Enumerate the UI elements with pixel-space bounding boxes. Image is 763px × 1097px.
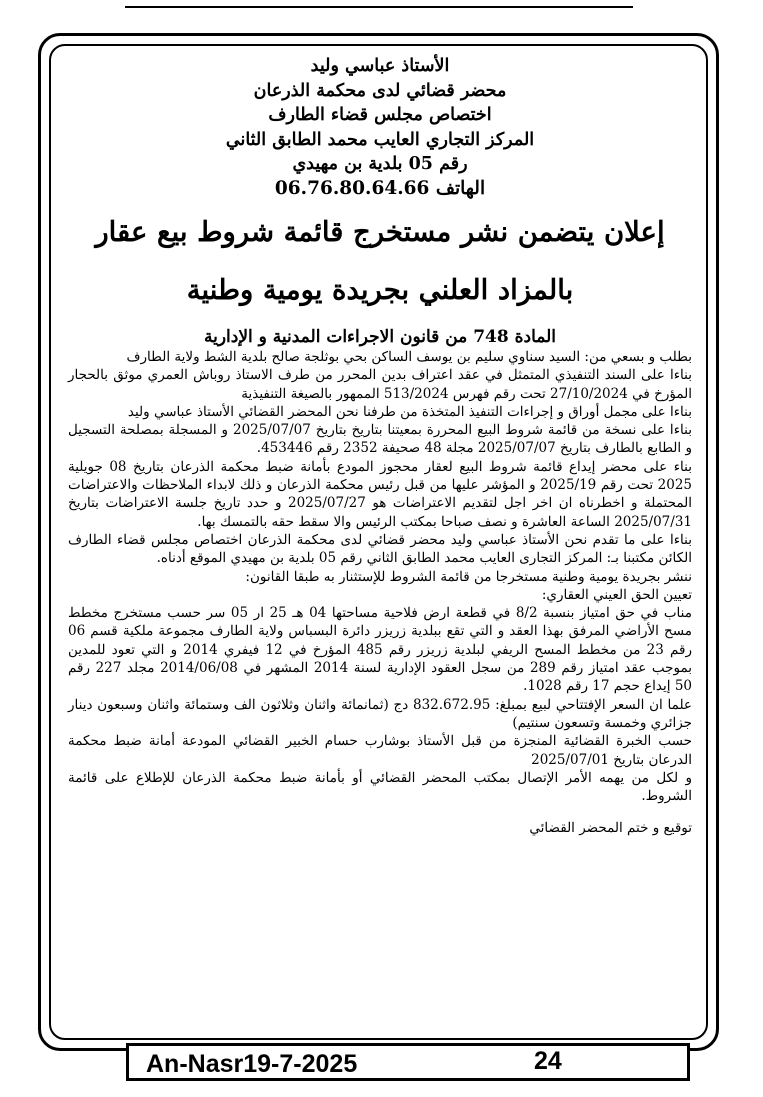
paragraph-contact: و لكل من يهمه الأمر الإتصال بمكتب المحضر القضائي أو بأمانة ضبط محكمة الذرعان للإطلاع على قائمة الشروط. bbox=[68, 769, 692, 805]
announcement bbox=[68, 54, 692, 838]
paragraph-publication: ننشر بجريدة يومية وطنية مستخرجا من قائمة الشروط للإستثنار به طبقا القانون: bbox=[245, 568, 692, 585]
bailiff-address: المركز التجاري العايب محمد الطابق الثاني bbox=[225, 129, 535, 150]
article-reference: المادة 748 من قانون الاجراءات المدنية و الإدارية bbox=[203, 327, 557, 347]
announcement-body bbox=[68, 348, 692, 838]
headline-line-1: إعلان يتضمن نشر مستخرج قائمة شروط بيع عقار bbox=[95, 216, 665, 248]
headline-line-2: بالمزاد العلني بجريدة يومية وطنية bbox=[186, 274, 574, 306]
signature-line: توقيع و ختم المحضر القضائي bbox=[529, 820, 692, 837]
bailiff-jurisdiction: اختصاص مجلس قضاء الطارف bbox=[268, 105, 492, 125]
paragraph-expertise: حسب الخبرة القضائية المنجزة من قبل الأستاذ بوشارب حسام الخبير القضائي المودعة أمانة ضبط محكمة الدرعان بتاريخ 2025/07/01 bbox=[68, 733, 692, 768]
footer-newspaper-date: An-Nasr19-7-2025 bbox=[146, 1050, 358, 1078]
paragraph-procedures: بناءا على مجمل أوراق و إجراءات التنفيذ المتخذة من طرفنا نحن المحضر القضائي الأستاذ عباسي وليد bbox=[127, 403, 692, 420]
bailiff-header bbox=[68, 54, 692, 201]
paragraph-deposit: بناء على محضر إيداع قائمة شروط البيع لعقار محجوز المودع بأمانة ضبط محكمة الذرعان بتاريخ 08 جويلية 2025 تحت رقم 2025/19 و المؤشر عليها من قبل رئيس محكمة الذرعان و ذلك لابداء الملاحظات والاعتراضات المحتملة و اخطرناه ان اخر اجل لتقديم الاعتراضات هو 2025/07/27 و حدد تاريخ جلسة الاعتراضات بتاريخ 2025/07/31 الساعة العاشرة و نصف صباحا بمكتب الرئيس والا سقط حقه بالتمسك بها. bbox=[68, 458, 693, 530]
paragraph-opening-price: علما ان السعر الإفتتاحي لبيع بمبلغ: 832.672.95 دج (ثمانمائة واثنان وثلاثون الف وستمائة واثنان وسبعون دينار جزائري وخمسة وتسعون سنتيم) bbox=[68, 696, 692, 731]
paragraph-enforcement-title: بناءا على السند التنفيذي المتمثل في عقد اعتراف بدين المحرر من طرف الاستاذ روباش العمري موثق بالحجار المؤرخ في 27/10/2024 تحت رقم فهرس 513/2024 الممهور بالصيغة التنفيذية bbox=[68, 367, 692, 402]
bailiff-phone: الهاتف 06.76.80.64.66 bbox=[274, 177, 486, 199]
bailiff-name: الأستاذ عباسي وليد bbox=[310, 56, 450, 76]
paragraph-conditions-copy: بناءا على نسخة من قائمة شروط البيع المحررة بمعيتنا بتاريخ بتاريخ 2025/07/07 و المسجلة بمصلحة التسجيل و الطابع بالطارف بتاريخ 2025/07/07 مجلة 48 صحيفة 2352 رقم 453446. bbox=[68, 422, 692, 457]
paragraph-bailiff: بناءا على ما تقدم نحن الأستاذ عباسي وليد محضر قضائي لدى محكمة الذرعان اختصاص مجلس قضاء الطارف الكائن مكتبنا بـ: المركز التجارى العايب محمد الطابق الثاني رقم 05 بلدية بن مهيدي الموقع أدناه. bbox=[68, 531, 692, 567]
page-footer bbox=[126, 1043, 690, 1081]
top-rule bbox=[125, 6, 633, 8]
bailiff-title: محضر قضائي لدى محكمة الذرعان bbox=[253, 80, 507, 101]
paragraph-property-description: مناب في حق امتياز بنسبة 8/2 في قطعة ارض فلاحية مساحتها 04 هـ 25 ار 05 سر حسب مستخرج مخطط مسح الأراضي المرفق بهذا العقد و التي تقع ببلدية زريزر دائرة البسباس ولاية الطارف مجموعة ملكية قسم 06 رقم 23 من مخطط المسح الريفي لبلدية زريزر رقم 485 المؤرخ في 12 فيفري 2014 و التي تعود للمدين بموجب عقد امتياز رقم 289 من سجل العقود الإدارية لسنة 2014 المشهر في 2014/06/08 مجلد 227 رقم 50 إيداع حجم 17 رقم 1028. bbox=[68, 605, 693, 695]
paragraph-property-heading: تعيين الحق العيني العقاري: bbox=[541, 586, 692, 603]
bailiff-municipality: رقم 05 بلدية بن مهيدي bbox=[292, 154, 468, 174]
paragraph-petitioner: بطلب و بسعي من: السيد سناوي سليم بن يوسف الساكن بحي بوثلجة صالح بلدية الشط ولاية الطارف bbox=[126, 349, 692, 365]
footer-page-number: 24 bbox=[534, 1047, 562, 1075]
